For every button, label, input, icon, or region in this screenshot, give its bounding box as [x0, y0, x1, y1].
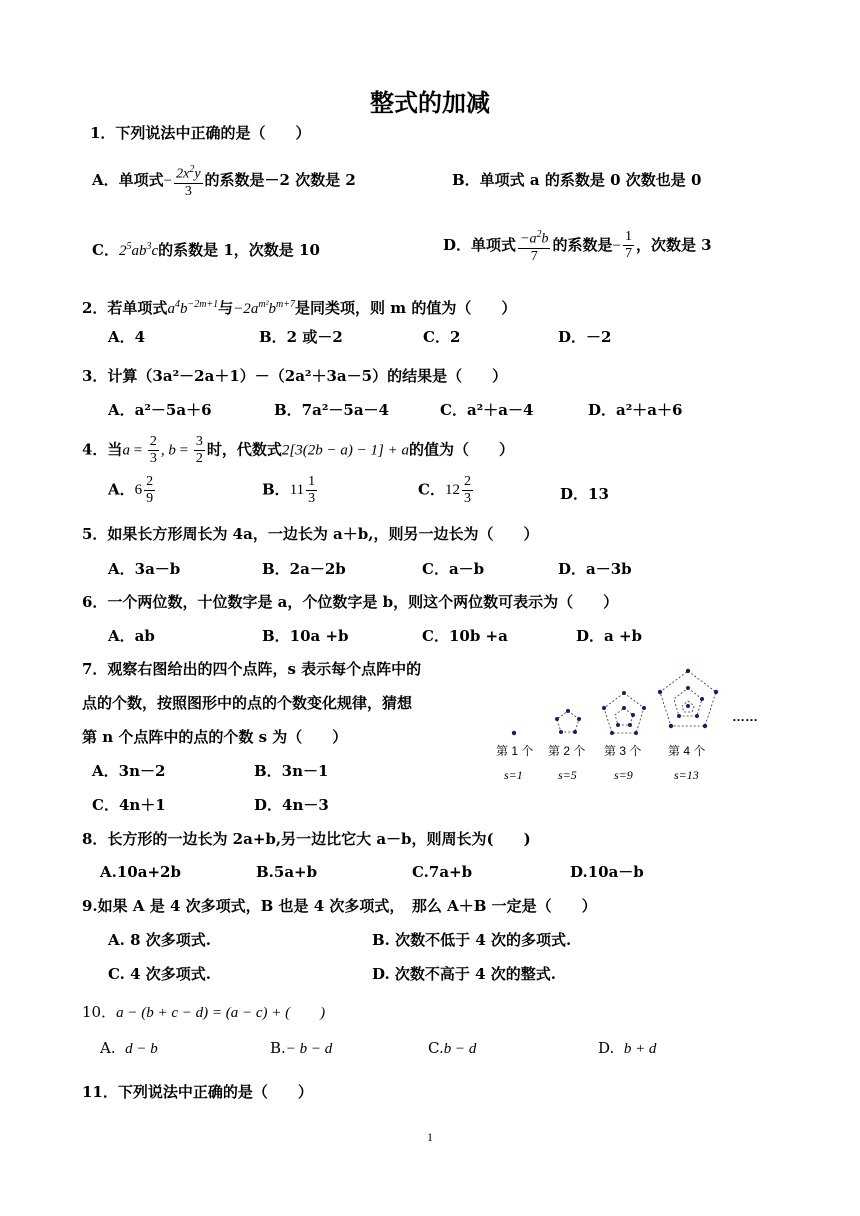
figure-count-2: s=5 — [558, 768, 577, 782]
q1-c-expr: $2^5ab^3c$ — [118, 241, 159, 259]
q2-option-c: C．2 — [423, 328, 461, 346]
q6-option-d: D．a +b — [576, 627, 643, 645]
q7-line-1: 7．观察右图给出的四个点阵，s 表示每个点阵中的 — [82, 660, 422, 678]
q1-a-suffix: 的系数是－2 次数是 2 — [204, 170, 356, 189]
dot-array-1 — [512, 731, 516, 735]
q4-a-mixed-number: 6 $\frac{2}{9}$ — [134, 474, 154, 506]
q11-stem: 11．下列说法中正确的是（ ） — [82, 1083, 313, 1101]
figure-count-3: s=9 — [614, 768, 633, 782]
figure-count-1: s=1 — [504, 768, 523, 782]
q1-option-d: D．单项式 $\frac{-a^2b}{7}$ 的系数是− $\frac{1}{7}$ ，次数是 3 — [443, 229, 712, 264]
q2-stem-suffix: 是同类项，则 m 的值为（ ） — [295, 299, 517, 317]
dot-array-2 — [557, 711, 579, 732]
q1-a-minus: − — [163, 172, 173, 189]
q2-stem-prefix: 2．若单项式 — [82, 299, 168, 317]
dot-array-figure — [490, 663, 775, 788]
q2-monomial-2: $-2a^{m^2}b^{m+7}$ — [233, 299, 296, 317]
q10-option-a: A. d − b — [100, 1039, 158, 1057]
dot-array-4 — [660, 671, 716, 726]
q8-option-d: D.10a－b — [570, 863, 644, 881]
q1-c-label: C． — [92, 241, 119, 259]
q3-option-a: A．a²－5a＋6 — [108, 401, 212, 419]
q8-option-b: B.5a+b — [256, 863, 318, 881]
q10-option-b: B.− b − d — [270, 1039, 333, 1057]
figure-label-2: 第 2 个 — [548, 744, 586, 758]
q6-stem: 6．一个两位数，十位数字是 a，个位数字是 b，则这个两位数可表示为（ ） — [82, 593, 619, 611]
q5-option-b: B．2a－2b — [262, 560, 346, 578]
figure-ellipsis: …… — [732, 709, 758, 724]
q10-number: 10． — [82, 1003, 117, 1021]
q8-option-a: A.10a+2b — [100, 863, 181, 881]
q4-b-value: $\frac{3}{2}$ — [195, 434, 203, 466]
q1-option-c — [92, 237, 320, 261]
q8-stem: 8．长方形的一边长为 2a+b,另一边比它大 a－b，则周长为( ) — [82, 830, 531, 848]
q2-stem — [82, 295, 516, 319]
dot-array-3 — [604, 693, 644, 733]
q4-b-mixed-number: 11 $\frac{1}{3}$ — [289, 474, 316, 506]
q7-option-d: D．4n－3 — [254, 796, 329, 814]
q6-option-a: A．ab — [108, 627, 155, 645]
figure-label-3: 第 3 个 — [604, 744, 642, 758]
q4-expression: 2[3(2b − a) − 1] + a — [281, 442, 409, 459]
q2-option-b: B．2 或－2 — [259, 328, 343, 346]
q9-stem: 9.如果 A 是 4 次多项式，B 也是 4 次多项式， 那么 A＋B 一定是（ ） — [82, 897, 597, 915]
q7-option-c: C．4n＋1 — [92, 796, 166, 814]
q2-stem-mid: 与 — [218, 299, 234, 317]
figure-label-1: 第 1 个 — [496, 744, 534, 758]
q1-d-prefix: D．单项式 — [443, 235, 517, 254]
q4-option-c: C．12 $\frac{2}{3}$ — [418, 474, 475, 507]
q3-option-b: B．7a²－5a－4 — [274, 401, 389, 419]
q3-option-c: C．a²＋a－4 — [440, 401, 534, 419]
q10-option-d: D. b + d — [598, 1039, 657, 1057]
q5-option-d: D．a－3b — [558, 560, 632, 578]
q3-option-d: D．a²＋a＋6 — [588, 401, 683, 419]
q6-option-b: B．10a +b — [262, 627, 349, 645]
q4-a-value: $\frac{2}{3}$ — [149, 434, 157, 466]
q7-option-a: A．3n－2 — [92, 762, 166, 780]
q10-stem — [82, 1002, 325, 1023]
figure-count-4: s=13 — [674, 768, 699, 782]
figure-label-4: 第 4 个 — [668, 744, 706, 758]
q1-a-prefix: A．单项式 — [92, 170, 164, 189]
q5-option-c: C．a－b — [422, 560, 485, 578]
page-title: 整式的加减 — [370, 89, 490, 117]
q1-c-suffix: 的系数是 1，次数是 10 — [158, 241, 320, 259]
q4-stem-suffix: 的值为（ ） — [408, 440, 514, 459]
q4-option-a: A．6 $\frac{2}{9}$ — [108, 474, 157, 507]
q10-option-c: C.b − d — [428, 1039, 477, 1057]
q9-option-d: D. 次数不高于 4 次的整式. — [372, 965, 557, 983]
q9-option-b: B. 次数不低于 4 次的多项式. — [372, 931, 572, 949]
q2-monomial-1: $a^4b^{-2m+1}$ — [167, 299, 219, 317]
q1-stem: 1．下列说法中正确的是（ ） — [90, 124, 311, 142]
q1-option-a — [92, 162, 356, 200]
q4-stem-prefix: 4．当 — [82, 440, 123, 459]
q1-a-fraction: $\frac{2x^2y}{3}$ — [176, 164, 201, 199]
q5-stem: 5．如果长方形周长为 4a，一边长为 a＋b,，则另一边长为（ ） — [82, 525, 539, 543]
q4-option-b: B．11 $\frac{1}{3}$ — [262, 474, 319, 507]
q2-option-a: A．4 — [108, 328, 146, 346]
q4-stem: 4．当a = $\frac{2}{3}$ , b = $\frac{3}{2}$ 时，代数式2[3(2b − a) − 1] + a的值为（ ） — [82, 434, 514, 466]
q6-option-c: C．10b +a — [422, 627, 508, 645]
q1-option-b: B．单项式 a 的系数是 0 次数也是 0 — [452, 171, 702, 189]
q7-line-2: 点的个数，按照图形中的点的个数变化规律，猜想 — [82, 694, 413, 712]
page-number: 1 — [427, 1130, 433, 1144]
q9-option-a: A. 8 次多项式. — [108, 931, 211, 949]
q1-d-suffix: ，次数是 3 — [635, 235, 712, 254]
q4-c-mixed-number: 12 $\frac{2}{3}$ — [444, 474, 471, 506]
q1-d-fraction: $\frac{-a^2b}{7}$ — [520, 229, 549, 264]
q1-d-mid: 的系数是 — [552, 235, 613, 254]
q7-line-3: 第 n 个点阵中的点的个数 s 为（ ） — [82, 728, 348, 746]
q4-option-d: D．13 — [560, 485, 609, 503]
q9-option-c: C. 4 次多项式. — [108, 965, 212, 983]
q3-stem: 3．计算（3a²－2a＋1）－（2a²＋3a－5）的结果是（ ） — [82, 367, 508, 385]
q10-expression: a − (b + c − d) = (a − c) + ( ) — [116, 1005, 326, 1021]
q4-stem-mid: 时，代数式 — [206, 440, 282, 459]
q1-d-coef-fraction: $\frac{1}{7}$ — [624, 229, 632, 262]
q5-option-a: A．3a－b — [108, 560, 181, 578]
q2-option-d: D．－2 — [558, 328, 612, 346]
q8-option-c: C.7a+b — [412, 863, 473, 881]
q7-option-b: B．3n－1 — [254, 762, 329, 780]
